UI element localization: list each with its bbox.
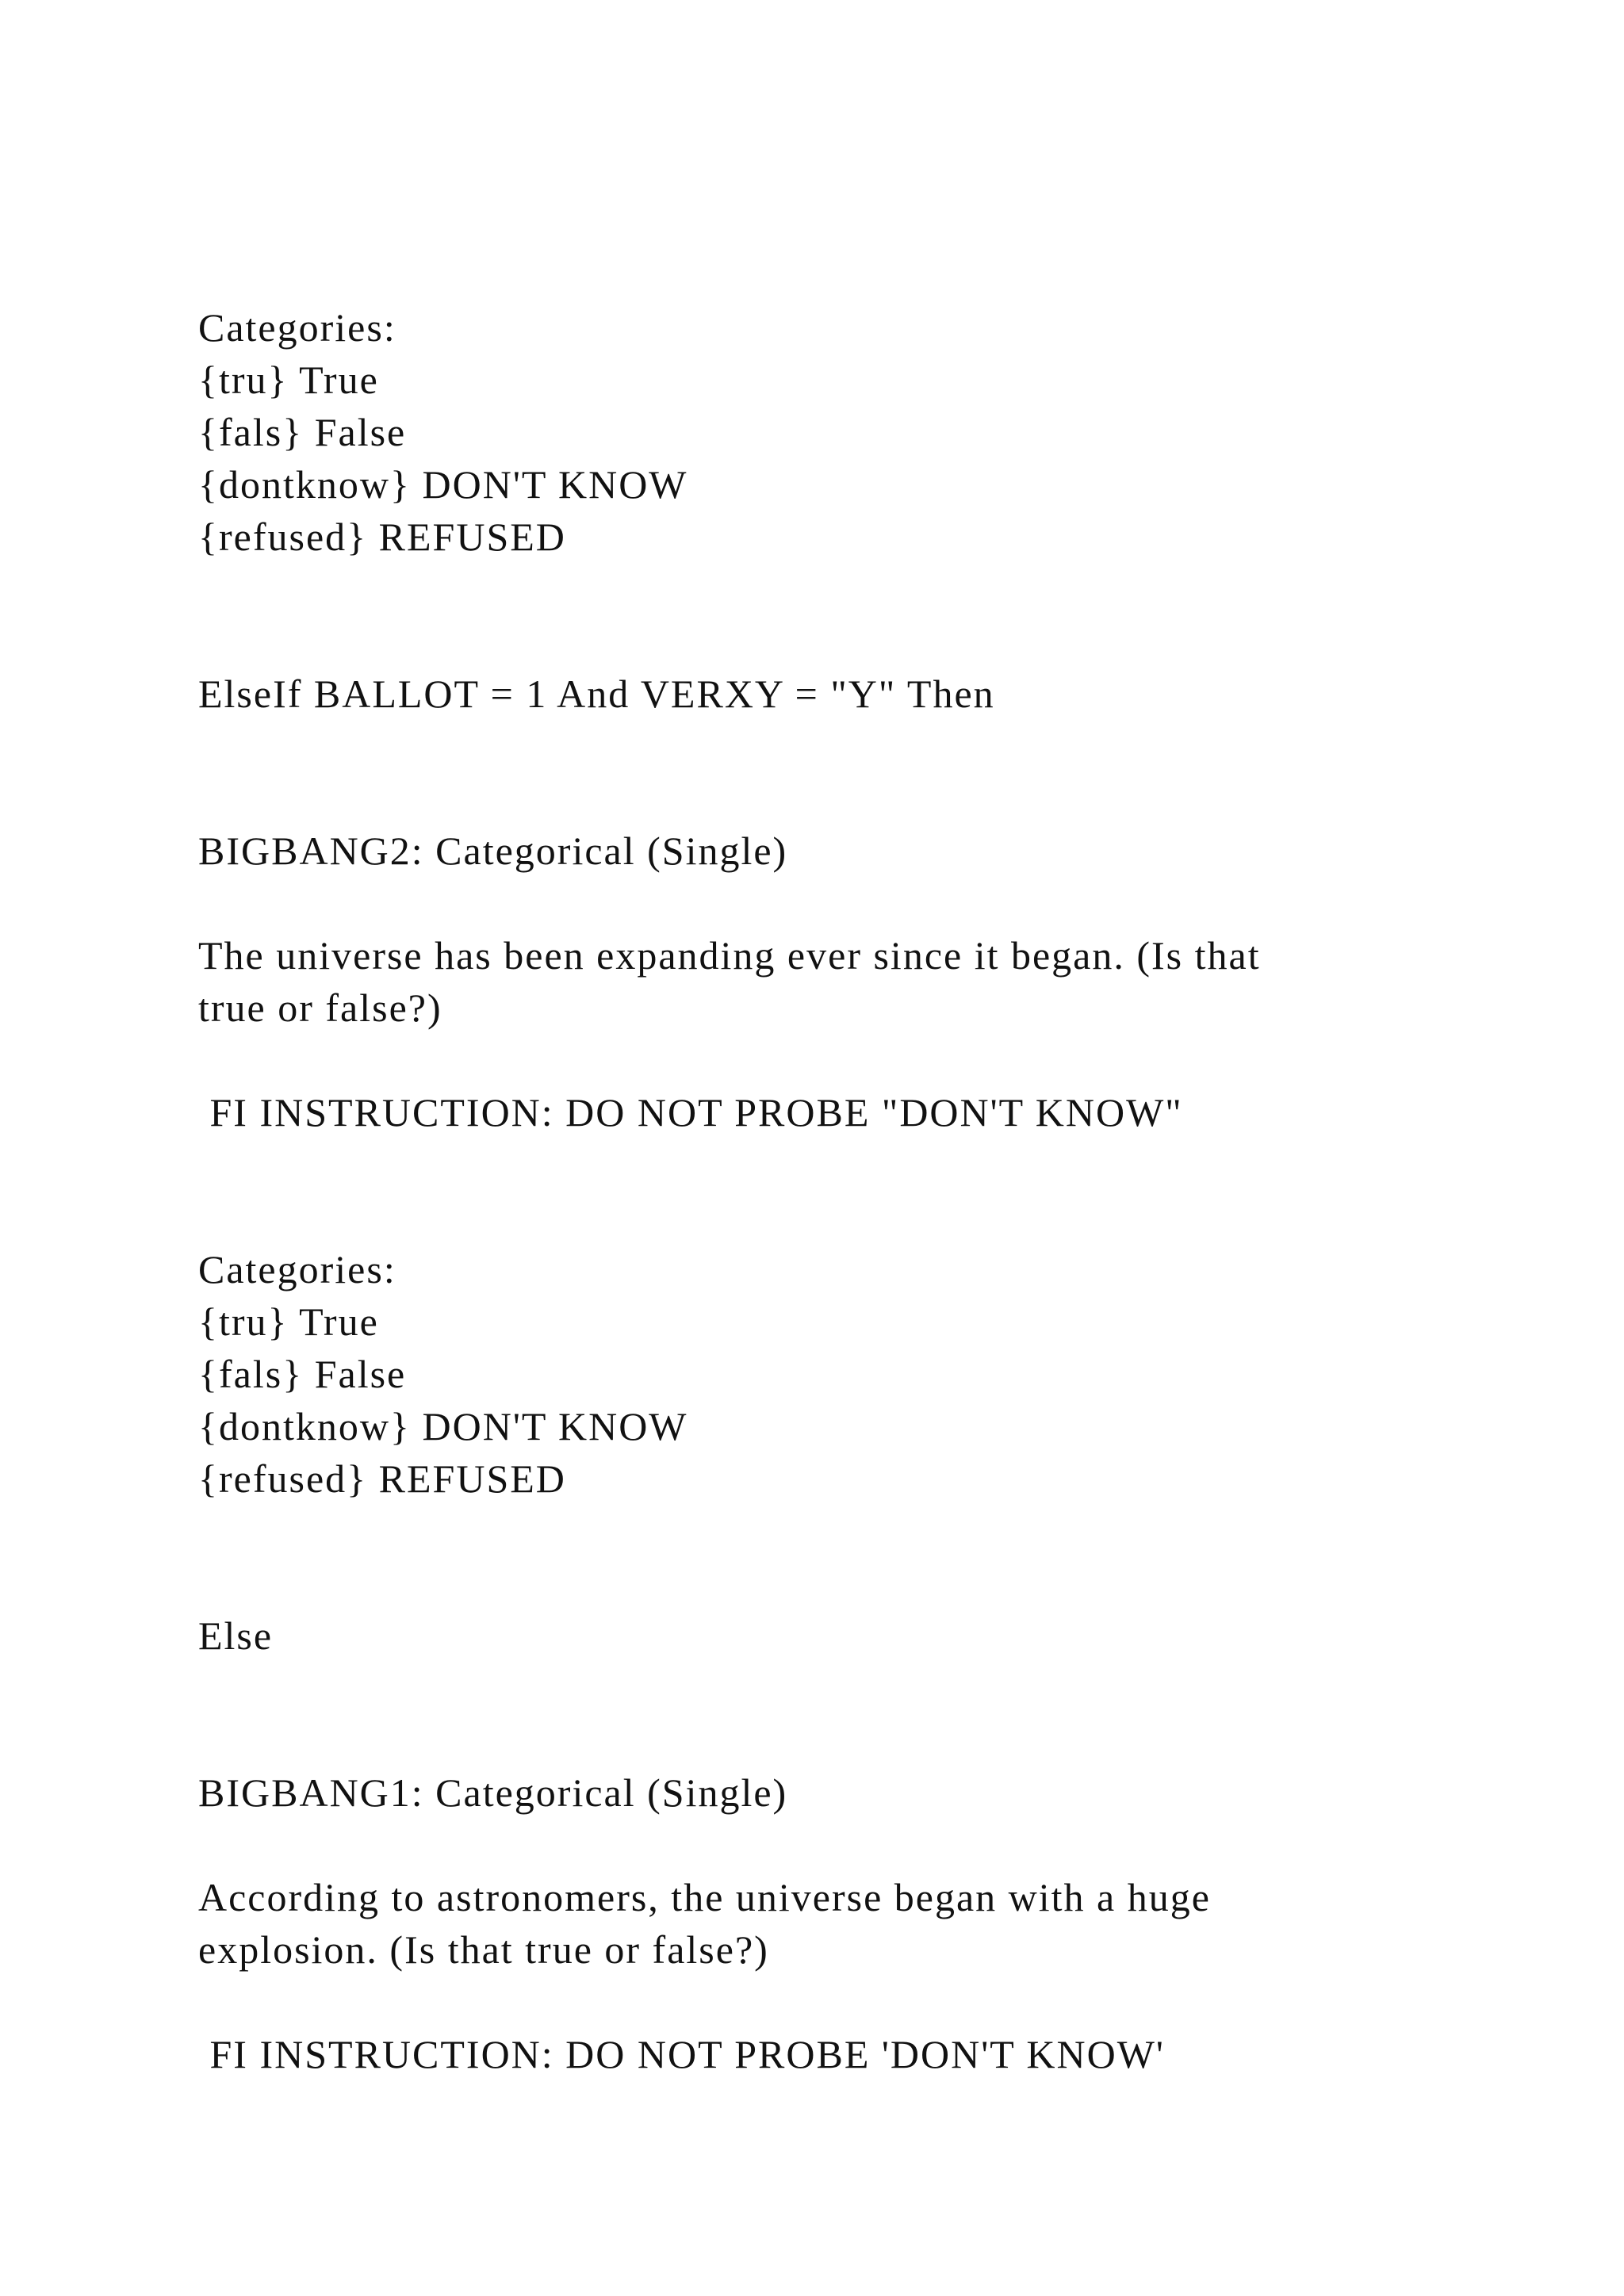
question-text-bigbang1-line2: explosion. (Is that true or false?) <box>198 1927 769 1972</box>
category-option-false: {fals} False <box>198 410 407 454</box>
category-option-false: {fals} False <box>198 1352 407 1396</box>
question-text-bigbang2-line1: The universe has been expanding ever since it began. (Is that <box>198 933 1261 978</box>
categories-heading: Categories: <box>198 1247 396 1292</box>
fi-instruction-bigbang1: FI INSTRUCTION: DO NOT PROBE 'DON'T KNOW' <box>198 2032 1165 2076</box>
categories-heading: Categories: <box>198 305 396 350</box>
category-option-true: {tru} True <box>198 358 379 402</box>
category-option-dont-know: {dontknow} DON'T KNOW <box>198 1404 688 1448</box>
category-option-refused: {refused} REFUSED <box>198 1456 566 1501</box>
question-text-bigbang1-line1: According to astronomers, the universe began with a huge <box>198 1875 1211 1919</box>
category-option-refused: {refused} REFUSED <box>198 515 566 559</box>
category-option-true: {tru} True <box>198 1299 379 1344</box>
condition-else: Else <box>198 1613 274 1658</box>
question-text-bigbang2-line2: true or false?) <box>198 985 442 1030</box>
question-label-bigbang2: BIGBANG2: Categorical (Single) <box>198 828 788 873</box>
fi-instruction-bigbang2: FI INSTRUCTION: DO NOT PROBE "DON'T KNOW" <box>198 1090 1183 1135</box>
question-label-bigbang1: BIGBANG1: Categorical (Single) <box>198 1770 788 1815</box>
category-option-dont-know: {dontknow} DON'T KNOW <box>198 462 688 507</box>
condition-elseif: ElseIf BALLOT = 1 And VERXY = "Y" Then <box>198 672 995 716</box>
